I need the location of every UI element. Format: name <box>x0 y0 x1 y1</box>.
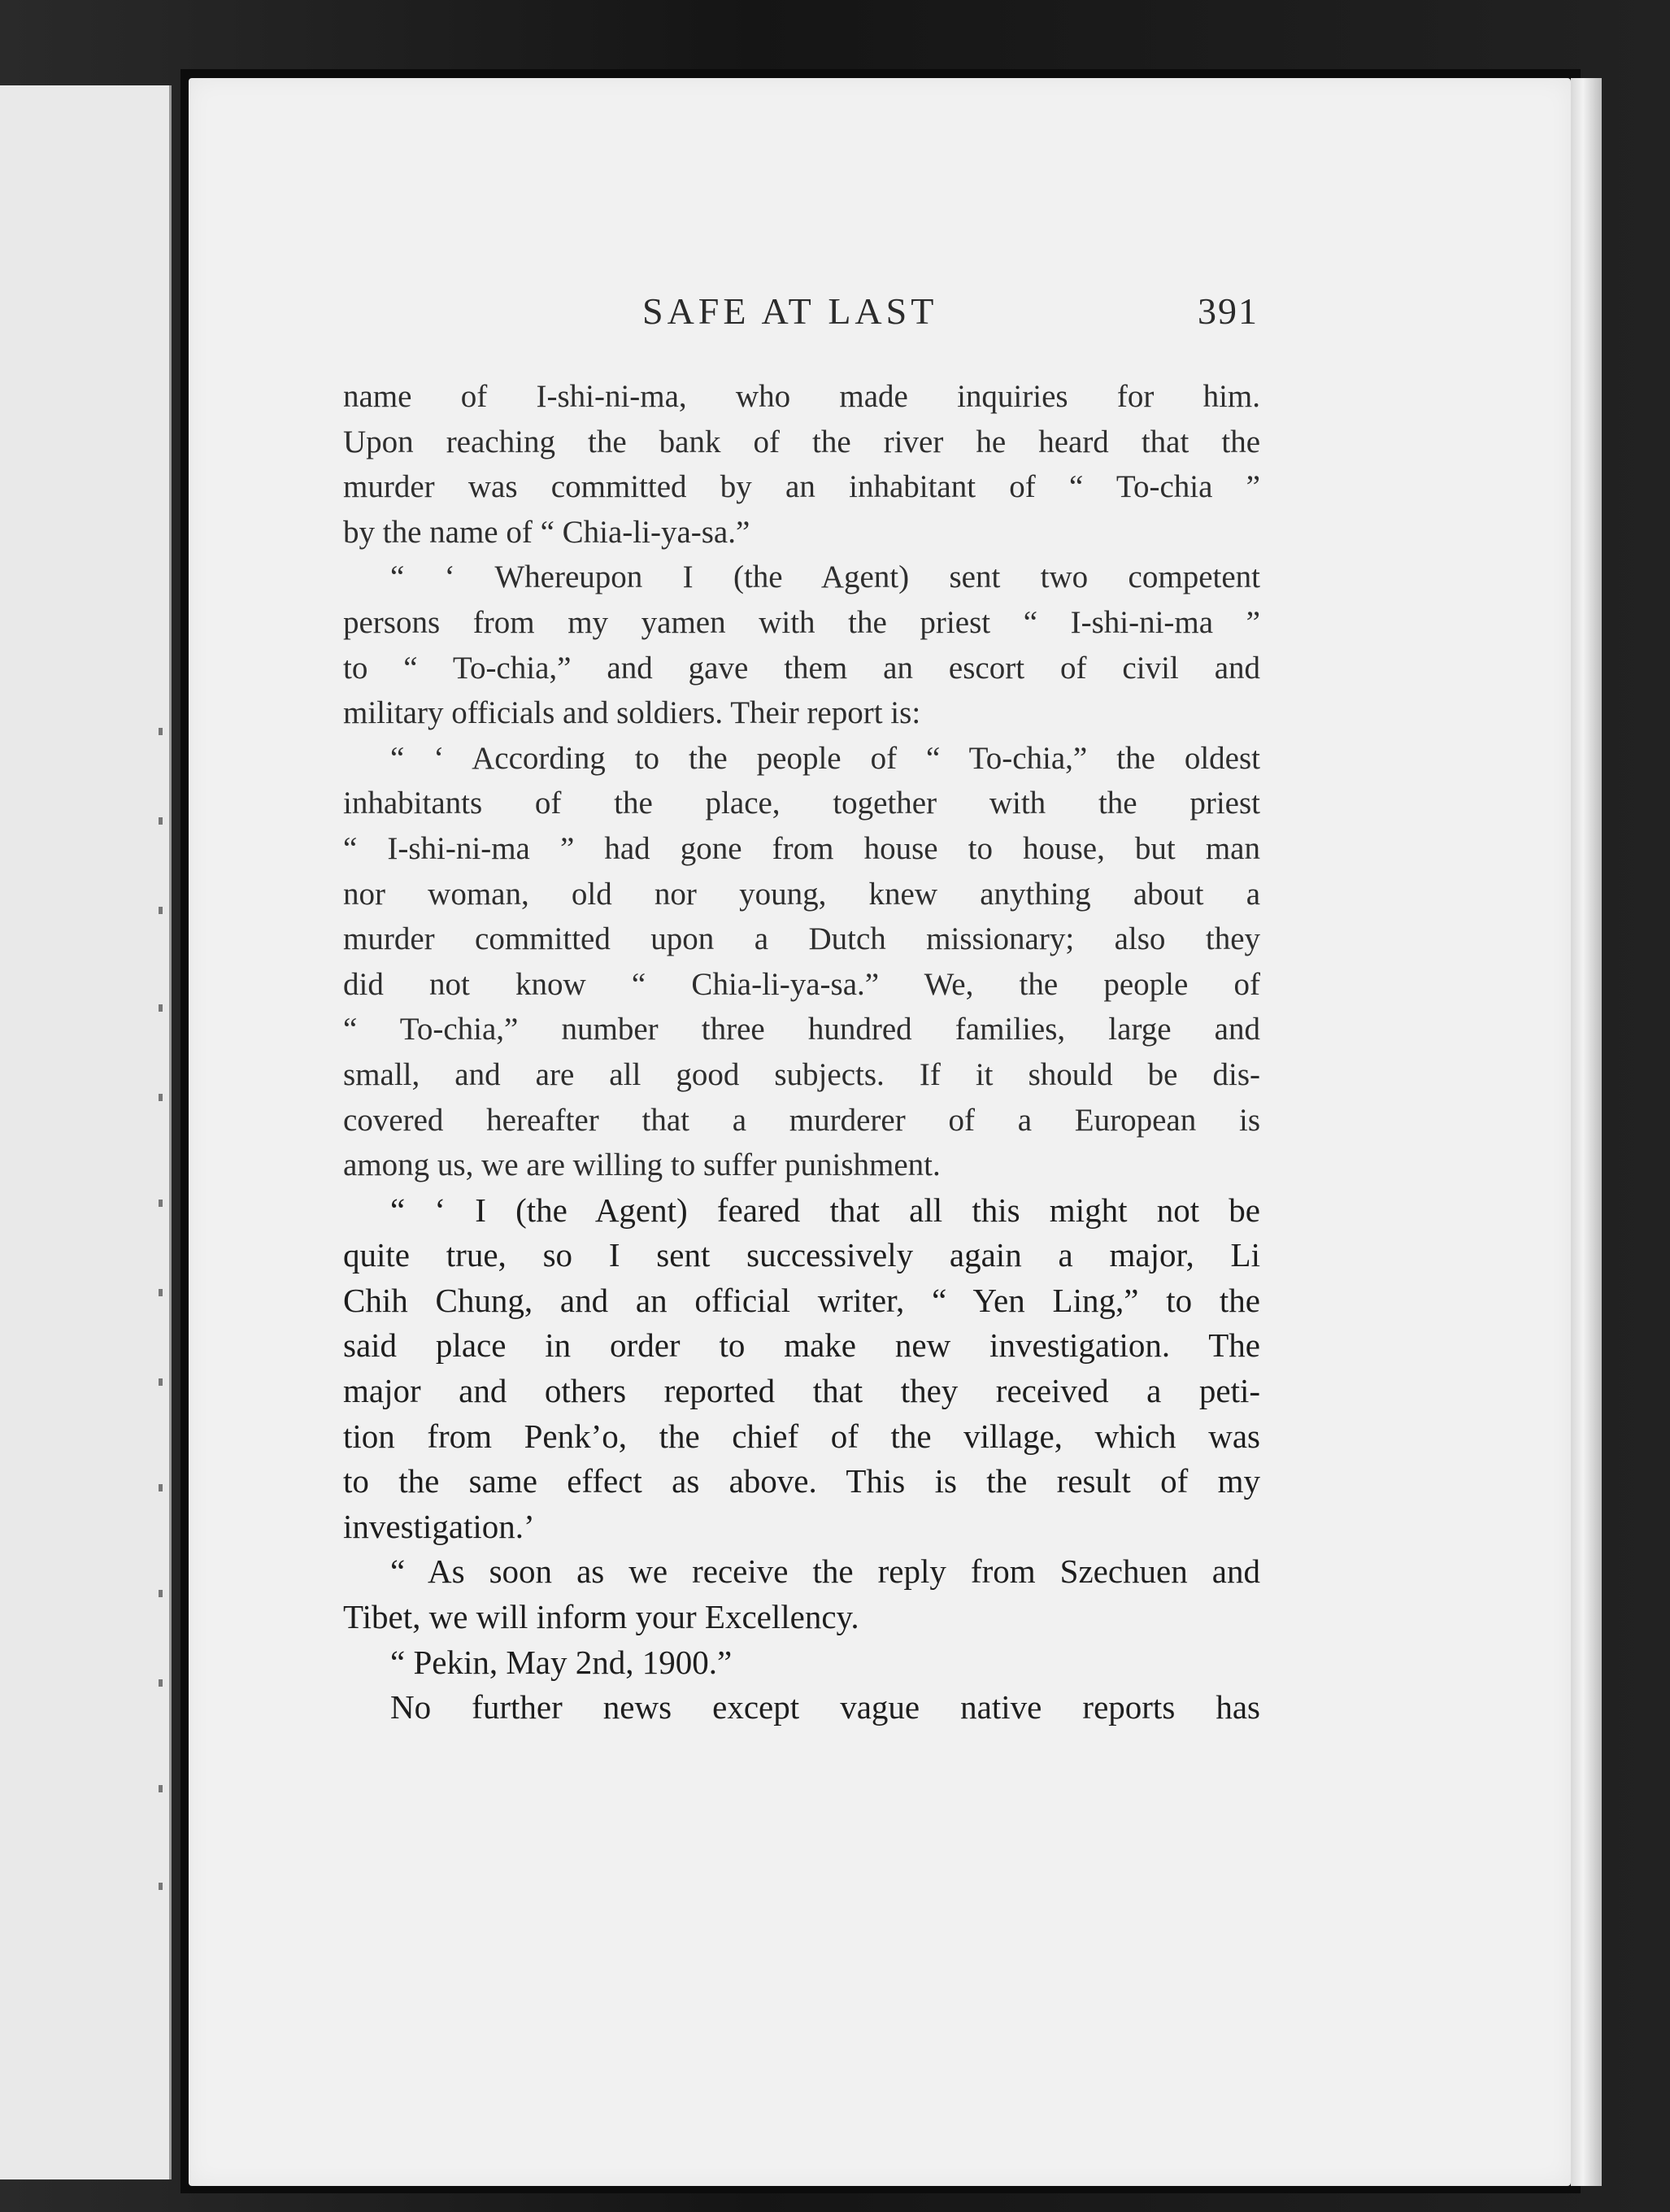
facing-page-edge <box>0 85 172 2179</box>
text-line: quite true, so I sent successively again a major, Li <box>343 1236 1260 1274</box>
text-line: name of I-shi-ni-ma, who made inquiries for him. <box>343 379 1260 414</box>
page-fore-edge <box>1571 78 1602 2186</box>
text-line: “ As soon as we receive the reply from Szechuen and <box>390 1552 1260 1591</box>
text-line: “ ‘ I (the Agent) feared that all this might not be <box>390 1191 1260 1229</box>
page-number: 391 <box>1198 290 1259 332</box>
text-line: inhabitants of the place, together with the priest <box>343 786 1260 821</box>
text-line: by the name of “ Chia-li-ya-sa.” <box>343 514 750 550</box>
running-head: SAFE AT LAST <box>642 290 938 332</box>
page-header <box>341 290 1259 342</box>
text-line: “ ‘ According to the people of “ To-chia,” the oldest <box>390 740 1260 776</box>
text-line: tion from Penk’o, the chief of the village, which was <box>343 1417 1260 1455</box>
text-line: said place in order to make new investigation. The <box>343 1326 1260 1365</box>
text-line: murder committed upon a Dutch missionary; also they <box>343 921 1260 957</box>
text-line: covered hereafter that a murderer of a European is <box>343 1102 1260 1138</box>
text-line: “ ‘ Whereupon I (the Agent) sent two competent <box>390 560 1260 595</box>
text-line: “ I-shi-ni-ma ” had gone from house to house, but man <box>343 830 1260 866</box>
text-line: Chih Chung, and an official writer, “ Yen Ling,” to the <box>343 1281 1260 1319</box>
text-line: military officials and soldiers. Their report is: <box>343 695 921 731</box>
text-line: to “ To-chia,” and gave them an escort of civil and <box>343 650 1260 686</box>
text-line: murder was committed by an inhabitant of “ To-chia ” <box>343 469 1260 505</box>
text-line: did not know “ Chia-li-ya-sa.” We, the people of <box>343 966 1260 1002</box>
body-text <box>343 374 1260 1731</box>
text-line: small, and are all good subjects. If it should be dis- <box>343 1056 1260 1092</box>
text-line: investigation.’ <box>343 1507 535 1545</box>
text-line: major and others reported that they received a peti- <box>343 1372 1260 1410</box>
text-line: Upon reaching the bank of the river he heard that the <box>343 424 1260 459</box>
text-line: No further news except vague native reports has <box>390 1688 1260 1726</box>
text-line: “ To-chia,” number three hundred families, large and <box>343 1012 1260 1047</box>
facing-page-text-remnants <box>153 85 163 2179</box>
text-line: persons from my yamen with the priest “ I-shi-ni-ma ” <box>343 604 1260 640</box>
text-line: Tibet, we will inform your Excellency. <box>343 1598 859 1636</box>
text-line: among us, we are willing to suffer punishment. <box>343 1147 941 1183</box>
dateline: “ Pekin, May 2nd, 1900.” <box>390 1643 733 1681</box>
text-line: nor woman, old nor young, knew anything about a <box>343 876 1260 912</box>
text-line: to the same effect as above. This is the result of my <box>343 1462 1260 1500</box>
